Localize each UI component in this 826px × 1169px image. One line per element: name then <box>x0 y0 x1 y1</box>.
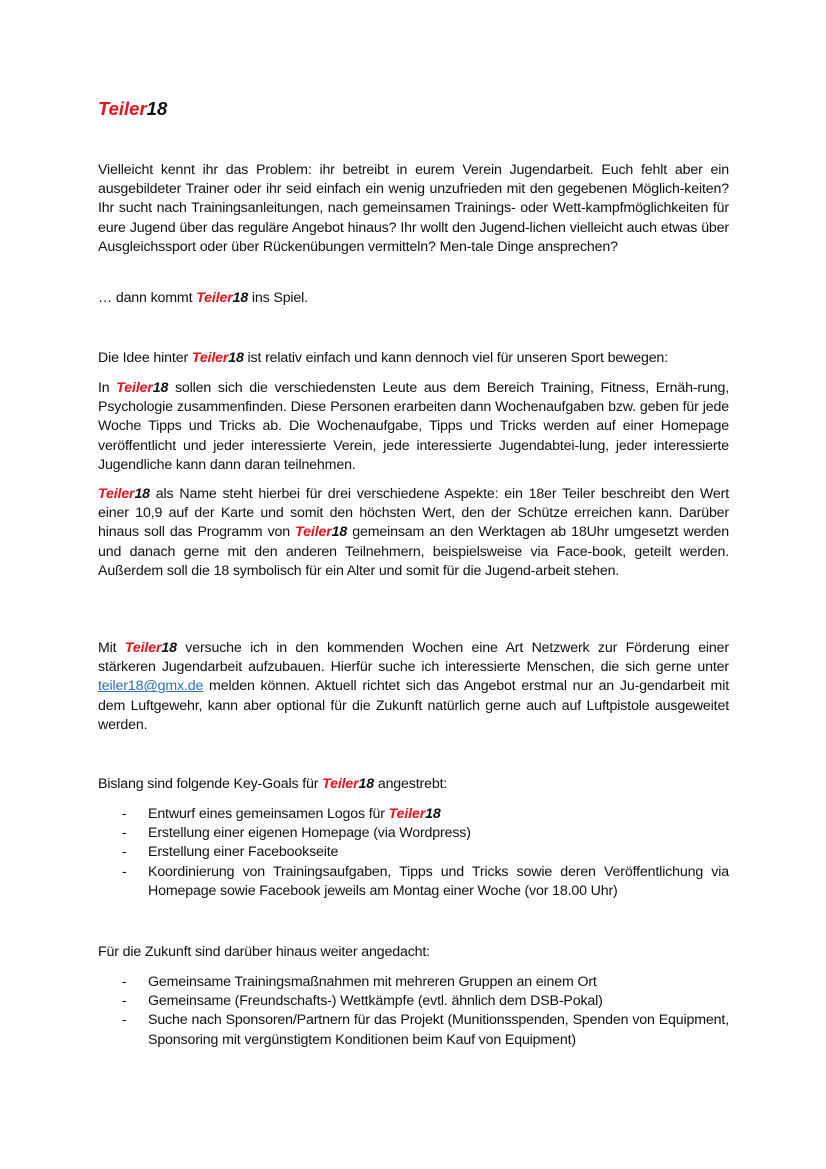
network-paragraph <box>98 639 729 735</box>
brand-inline <box>192 350 244 366</box>
name-text-part2: gemeinsam an den Werktagen ab 18Uhr umgesetzt werden und danach gerne mit den anderen Teilnehmern, beispielsweise via Face-book, geteilt werden. Außerdem soll die 18 symbolisch für ein Alter und somit für die Jugend-arbeit stehen. <box>98 524 729 579</box>
brand-part-teiler: Teiler <box>116 380 153 396</box>
idea-text-after: ist relativ einfach und kann dennoch viel für unseren Sport bewegen: <box>243 350 668 366</box>
list-item <box>98 992 729 1011</box>
brand-part-teiler: Teiler <box>191 350 229 366</box>
dash-bullet: - <box>122 974 127 990</box>
intro-paragraph <box>98 161 729 257</box>
email-link[interactable]: teiler18@gmx.de <box>98 678 204 695</box>
document-title <box>98 98 167 120</box>
network-text-before: Mit <box>98 640 125 656</box>
brand-name-part-teiler: Teiler <box>98 98 147 119</box>
goals-intro-before: Bislang sind folgende Key-Goals für <box>98 776 323 792</box>
brand-part-teiler: Teiler <box>98 486 135 502</box>
people-paragraph <box>98 379 729 475</box>
then-text-before: … dann kommt <box>98 290 197 306</box>
dash-bullet: - <box>122 825 127 842</box>
brand-part-teiler: Teiler <box>322 776 359 792</box>
people-text-after: sollen sich die verschiedensten Leute aus dem Bereich Training, Fitness, Ernäh-rung, Psychologie zusammenfinden. Diese Personen erarbeiten dann Wochenaufgaben bzw. geben für jede Woche Tipps und Tricks ab. Die Wochenaufgabe, Tipps und Tricks werden auf einer Homepage veröffentlicht und jeder interessierte Verein, jede interessierte Jugendabtei-lung, jeder interessierte Jugendliche kann dann daran teilnehmen. <box>98 380 730 473</box>
name-paragraph <box>98 485 729 581</box>
brand-part-18: 18 <box>161 640 177 656</box>
goals-list <box>98 805 729 901</box>
idea-text-before: Die Idee hinter <box>98 350 192 366</box>
brand-inline <box>322 776 374 792</box>
then-paragraph <box>98 289 729 308</box>
brand-part-18: 18 <box>228 350 244 366</box>
intro-text: Vielleicht kennt ihr das Problem: ihr betreibt in eurem Verein Jugendarbeit. Euch fehlt aber ein ausgebildeter Trainer oder ihr seid einfach ein wenig unzufrieden mit den gegebenen Möglich-keiten? Ihr sucht nach Trainingsanleitungen, nach gemeinsamen Trainings- oder Wett-kampfmöglichkeiten für eure Jugend über das reguläre Angebot hinaus? Ihr wollt den Jugend-lichen vielleicht auch etwas über Ausgleichssport oder über Rückenübungen vermitteln? Men-tale Dinge ansprechen? <box>98 162 729 255</box>
list-item <box>98 973 729 992</box>
brand-part-18: 18 <box>152 380 169 396</box>
brand-part-18: 18 <box>134 486 150 502</box>
brand-part-18: 18 <box>232 290 249 306</box>
brand-inline <box>196 290 248 306</box>
goal-item-text: Koordinierung von Trainingsaufgaben, Tipps und Tricks sowie deren Veröffentlichung via Homepage sowie Facebook jeweils am Montag einer Woche (vor 18.00 Uhr) <box>148 863 729 899</box>
brand-part-18: 18 <box>331 524 348 541</box>
dash-bullet: - <box>122 844 127 861</box>
brand-inline <box>98 486 150 502</box>
future-item-text: Gemeinsame Trainingsmaßnahmen mit mehreren Gruppen an einem Ort <box>148 974 597 990</box>
dash-bullet: - <box>122 863 127 880</box>
dash-bullet: - <box>122 1012 127 1029</box>
brand-inline <box>116 380 168 396</box>
goals-intro-after: angestrebt: <box>374 776 448 792</box>
list-item <box>98 1011 729 1049</box>
list-item <box>98 805 729 824</box>
future-item-text: Suche nach Sponsoren/Partnern für das Projekt (Munitionsspenden, Spenden von Equipment, Sponsoring mit vergünstigtem Konditionen beim Kauf von Equipment) <box>148 1012 729 1048</box>
list-item <box>98 824 729 843</box>
idea-paragraph <box>98 349 729 368</box>
brand-part-teiler: Teiler <box>295 524 332 541</box>
goal-item-text-before: Entwurf eines gemeinsamen Logos für <box>148 806 389 822</box>
brand-part-18: 18 <box>425 806 441 822</box>
brand-part-teiler: Teiler <box>124 640 162 656</box>
list-item <box>98 863 729 901</box>
brand-inline <box>389 806 441 822</box>
goal-item-text: Erstellung einer Facebookseite <box>148 844 339 861</box>
future-intro <box>98 943 729 962</box>
dash-bullet: - <box>122 993 127 1010</box>
future-list <box>98 973 729 1050</box>
future-item-text: Gemeinsame (Freundschafts-) Wettkämpfe (evtl. ähnlich dem DSB-Pokal) <box>148 993 603 1010</box>
brand-part-teiler: Teiler <box>388 806 426 822</box>
future-intro-text: Für die Zukunft sind darüber hinaus weiter angedacht: <box>98 944 430 960</box>
brand-part-teiler: Teiler <box>196 290 233 306</box>
network-text-middle: versuche ich in den kommenden Wochen eine Art Netzwerk zur Förderung einer stärkeren Jugendarbeit aufzubauen. Hierfür suche ich interessierte Menschen, die sich gerne unter <box>98 640 729 676</box>
brand-inline <box>295 524 347 540</box>
goal-item-text: Erstellung einer eigenen Homepage (via Wordpress) <box>148 825 471 842</box>
brand-part-18: 18 <box>358 776 375 792</box>
brand-name-part-18: 18 <box>146 98 168 119</box>
list-item <box>98 843 729 862</box>
brand-inline <box>125 640 177 656</box>
dash-bullet: - <box>122 806 127 822</box>
people-text-before: In <box>98 380 117 396</box>
network-text-after: melden können. Aktuell richtet sich das Angebot erstmal nur an Ju-gendarbeit mit dem Luftgewehr, kann aber optional für die Zukunft natürlich gerne auch auf Luftpistole ausgeweitet werden. <box>98 678 729 733</box>
then-text-after: ins Spiel. <box>248 290 308 306</box>
name-text-part1: als Name steht hierbei für drei verschiedene Aspekte: ein 18er Teiler beschreibt den Wert einer 10,9 auf der Karte und somit den höchsten Wert, den der Schütze erreichen kann. Darüber hinaus soll das Programm von <box>98 486 729 541</box>
goals-intro <box>98 775 729 794</box>
